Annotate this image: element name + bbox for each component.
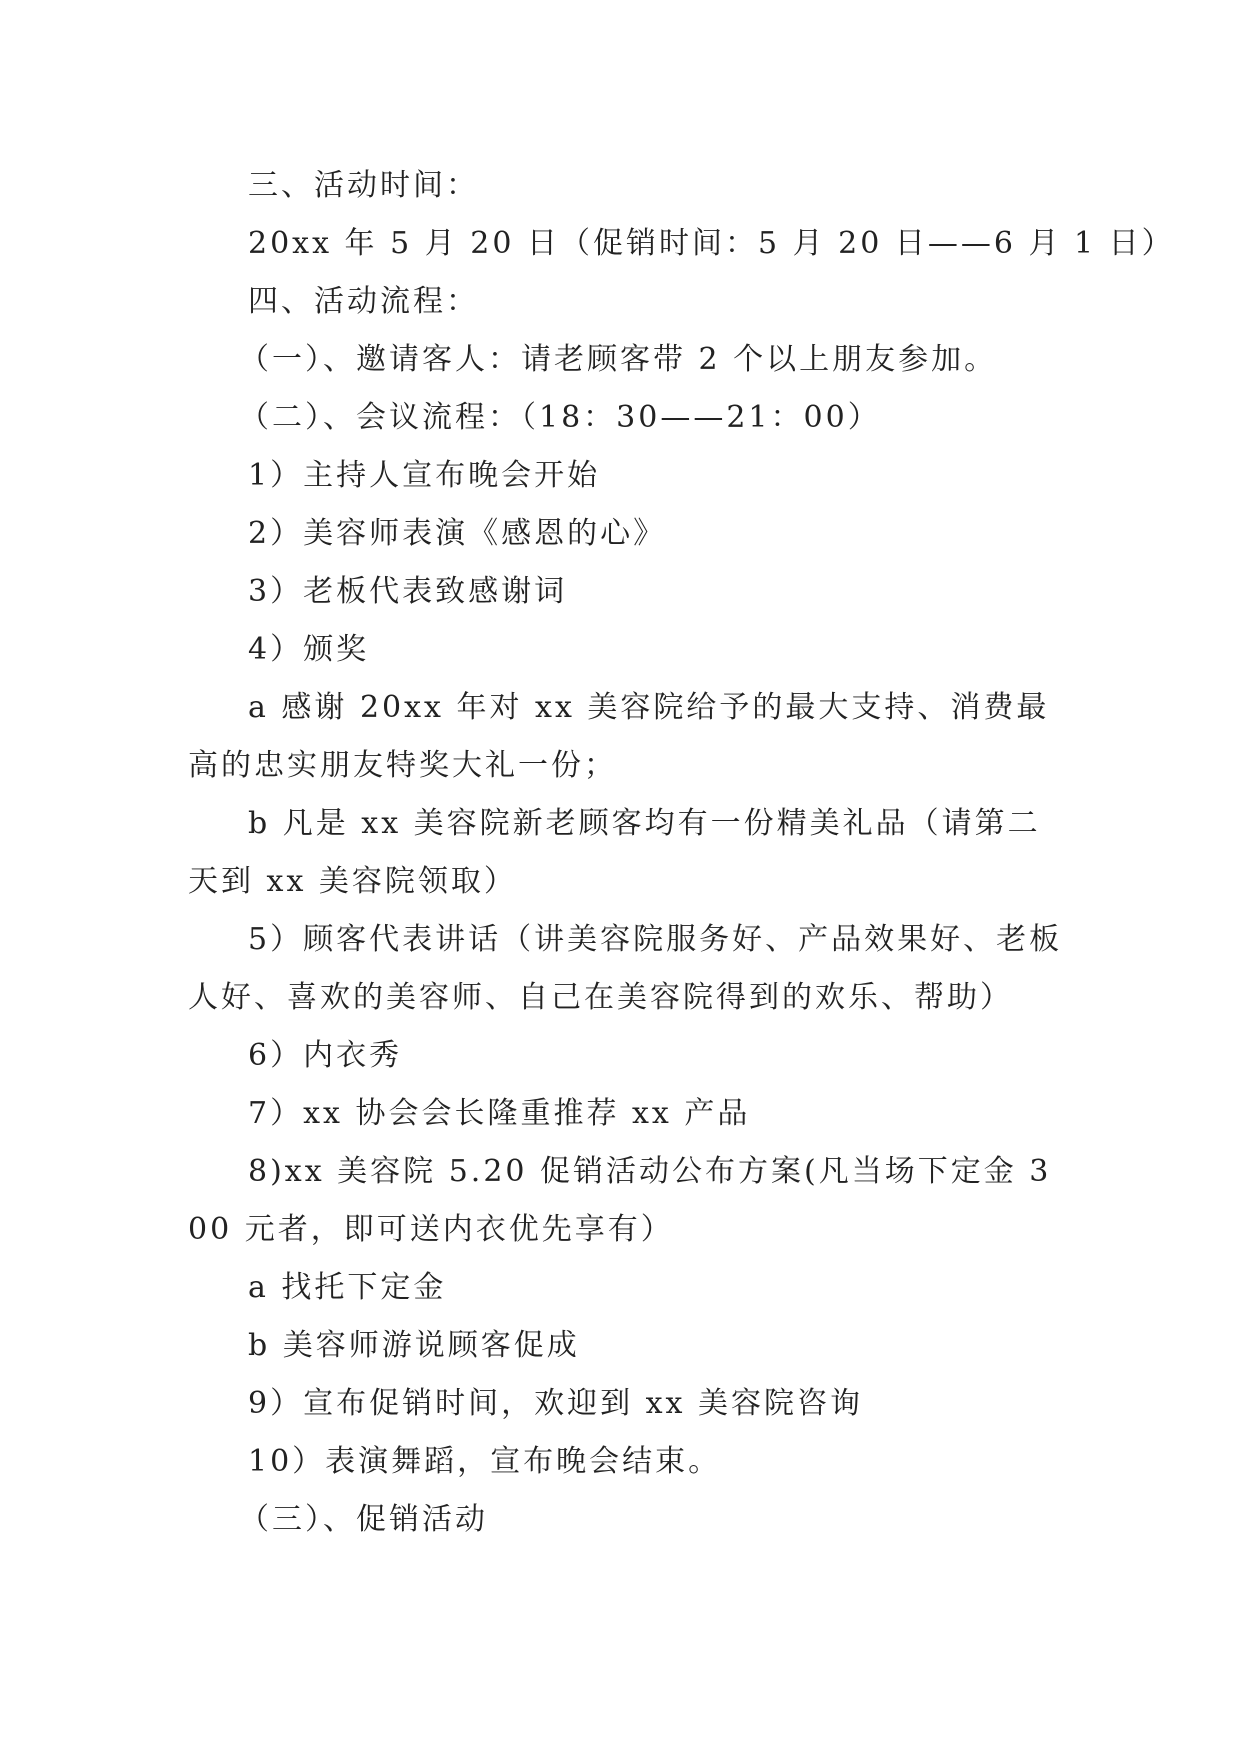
section-heading-process: 四、活动流程： (248, 284, 479, 319)
list-item: a 感谢 20xx 年对 xx 美容院给予的最大支持、消费最高的忠实朋友特奖大礼一份； (188, 690, 1050, 783)
list-item: 5）顾客代表讲话（讲美容院服务好、产品效果好、老板人好、喜欢的美容师、自己在美容院得到的欢乐、帮助） (188, 922, 1063, 1015)
list-item: 9）宣布促销时间，欢迎到 xx 美容院咨询 (248, 1386, 863, 1421)
list-item: b 美容师游说顾客促成 (248, 1328, 580, 1363)
subsection-promotion: （三）、促销活动 (239, 1502, 488, 1537)
list-item: 2）美容师表演《感恩的心》 (248, 516, 667, 551)
subsection-invite-guests: （一）、邀请客人：请老顾客带 2 个以上朋友参加。 (239, 342, 998, 377)
list-item: 4）颁奖 (248, 632, 370, 667)
list-item: a 找托下定金 (248, 1270, 447, 1305)
list-item: 8)xx 美容院 5.20 促销活动公布方案(凡当场下定金 300 元者，即可送内衣优先享有） (188, 1154, 1052, 1247)
list-item: b 凡是 xx 美容院新老顾客均有一份精美礼品（请第二天到 xx 美容院领取） (188, 806, 1041, 899)
document-body (188, 157, 1175, 1549)
list-item: 1）主持人宣布晚会开始 (248, 458, 601, 493)
event-date-line: 20xx 年 5 月 20 日（促销时间：5 月 20 日——6 月 1 日） (248, 226, 1175, 261)
section-heading-time: 三、活动时间： (248, 168, 479, 203)
list-item: 7）xx 协会会长隆重推荐 xx 产品 (248, 1096, 751, 1131)
subsection-meeting-process: （二）、会议流程：（18：30——21：00） (239, 400, 881, 435)
list-item: 6）内衣秀 (248, 1038, 403, 1073)
list-item: 10）表演舞蹈，宣布晚会结束。 (248, 1444, 722, 1479)
list-item: 3）老板代表致感谢词 (248, 574, 568, 609)
